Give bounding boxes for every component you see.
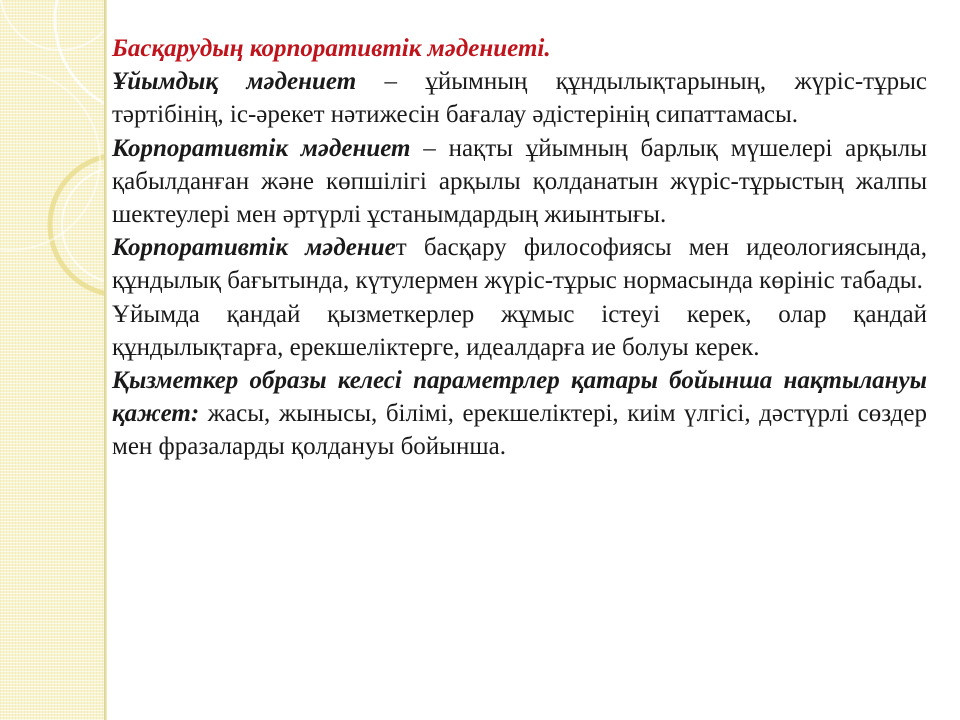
text-employee-image: жасы, жынысы, білімі, ерекшеліктері, киім үлгісі, дәстүрлі сөздер мен фразаларды қолдануы бойынша. [112,400,927,461]
paragraph-corporate-culture-reflection [112,231,927,297]
paragraph-employees [112,298,927,364]
paragraph-corporate-culture [112,132,927,232]
term-organizational-culture: Ұйымдық мәдениет [112,68,357,96]
deco-circle-small [0,0,104,50]
term-corporate-culture: Корпоративтік мәдениет [112,134,411,162]
deco-circle-top [55,0,104,115]
slide-content [112,32,927,464]
paragraph-employee-image [112,364,927,464]
slide-title: Басқарудың корпоративтік мәдениеті. [112,35,551,62]
decorative-circles [0,0,104,720]
text-corporate-culture-reflection: т басқару философиясы мен идеологиясында, құндылық бағытында, күтулермен жүріс-тұрыс нормасында көрініс табады. [112,234,927,295]
text-employees: Ұйымда қандай қызметкерлер жұмыс істеуі керек, олар қандай құндылықтарға, ерекшеліктерге, идеалдарға ие болуы керек. [112,300,927,361]
term-corporate-culture-2: Корпоративтік мәдение [112,234,396,262]
band-edge-line [104,0,107,720]
deco-circle-middle [50,155,104,295]
decorative-side-band [0,0,104,720]
deco-circle-middle-inner [62,167,104,283]
paragraph-organizational-culture [112,65,927,131]
text-organizational-culture: – ұйымның құндылықтарының, жүріс-тұрыс тәртібінің, іс-әрекет нәтижесін бағалау әдістерінің сипаттамасы. [112,68,927,129]
slide-title-paragraph [112,32,927,65]
term-employee-image: Қызметкер образы келесі параметрлер қатары бойынша нақтылануы қажет: [112,367,927,428]
text-corporate-culture: – нақты ұйымның барлық мүшелері арқылы қабылданған және көпшілігі арқылы қолданатын жүріс-тұрыстың жалпы шектеулері мен әртүрлі ұстанымдардың жиынтығы. [112,134,927,229]
